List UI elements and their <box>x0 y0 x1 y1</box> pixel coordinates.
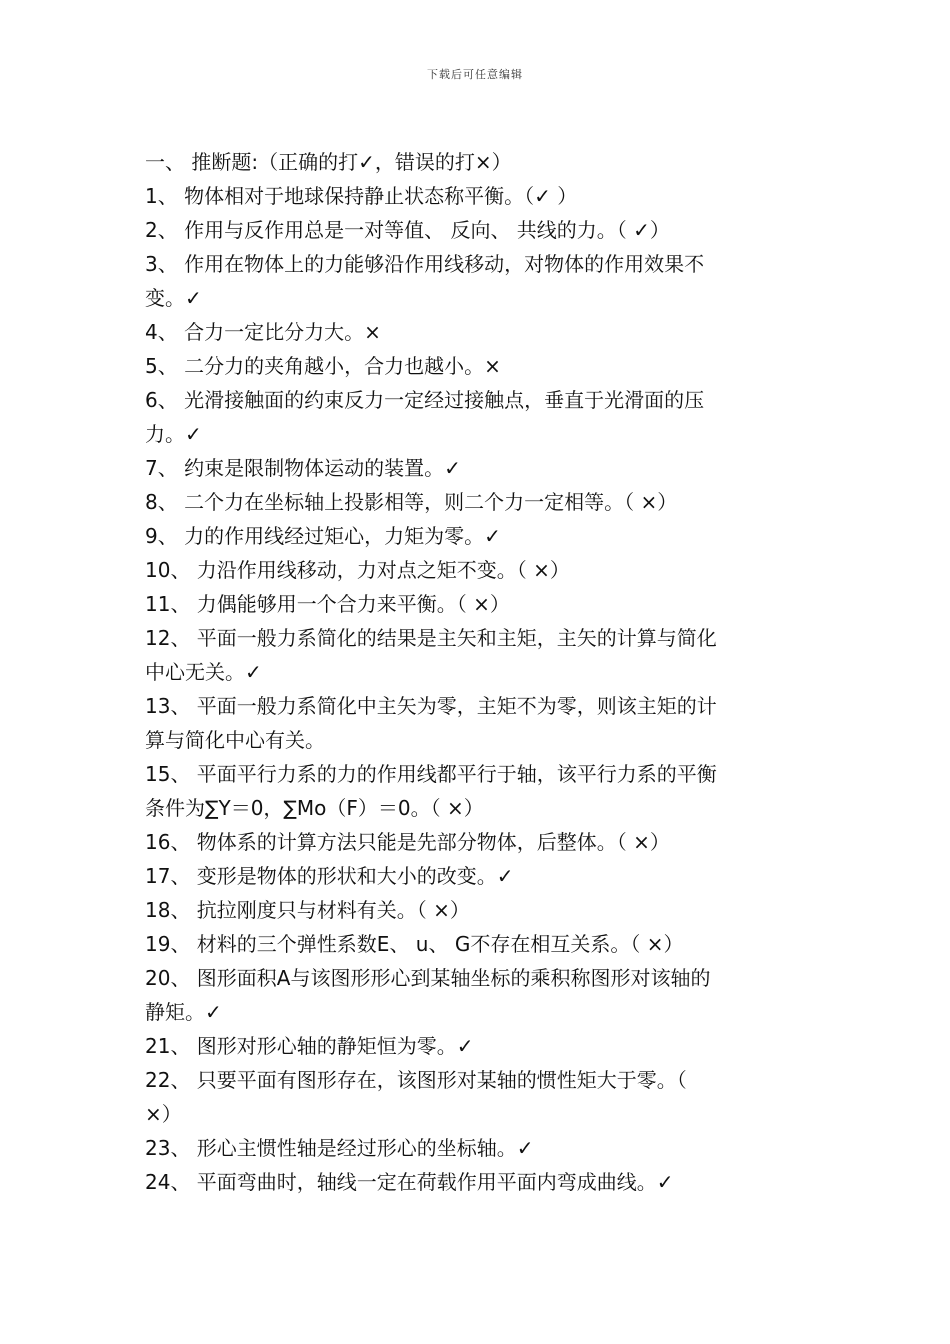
question-6: 6、 光滑接触面的约束反力一定经过接触点，垂直于光滑面的压 <box>145 388 705 412</box>
question-2: 2、 作用与反作用总是一对等值、 反向、 共线的力。（ ✓） <box>145 218 670 242</box>
question-20-continued: 静矩。✓ <box>145 1000 222 1024</box>
question-15-continued: 条件为∑Y＝0，∑Mo（F）＝0。（ ×） <box>145 796 484 820</box>
question-17: 17、 变形是物体的形状和大小的改变。✓ <box>145 864 514 888</box>
document-body <box>145 145 810 1199</box>
question-22-continued: ×） <box>145 1102 182 1126</box>
question-12: 12、 平面一般力系简化的结果是主矢和主矩，主矢的计算与简化 <box>145 626 717 650</box>
question-5: 5、 二分力的夹角越小，合力也越小。× <box>145 354 501 378</box>
question-11: 11、 力偶能够用一个合力来平衡。（ ×） <box>145 592 510 616</box>
question-20: 20、 图形面积A与该图形形心到某轴坐标的乘积称图形对该轴的 <box>145 966 711 990</box>
question-13-continued: 算与简化中心有关。 <box>145 728 325 752</box>
question-8: 8、 二个力在坐标轴上投影相等，则二个力一定相等。（ ×） <box>145 490 678 514</box>
question-3: 3、 作用在物体上的力能够沿作用线移动，对物体的作用效果不 <box>145 252 705 276</box>
question-12-continued: 中心无关。✓ <box>145 660 262 684</box>
question-24: 24、 平面弯曲时，轴线一定在荷载作用平面内弯成曲线。✓ <box>145 1170 674 1194</box>
page-header: 下载后可任意编辑 <box>427 68 523 81</box>
question-15: 15、 平面平行力系的力的作用线都平行于轴，该平行力系的平衡 <box>145 762 717 786</box>
question-21: 21、 图形对形心轴的静矩恒为零。✓ <box>145 1034 474 1058</box>
section-heading: 一、 推断题:（正确的打✓，错误的打×） <box>145 150 512 174</box>
question-3-continued: 变。✓ <box>145 286 202 310</box>
question-10: 10、 力沿作用线移动，力对点之矩不变。（ ×） <box>145 558 570 582</box>
question-7: 7、 约束是限制物体运动的装置。✓ <box>145 456 461 480</box>
question-13: 13、 平面一般力系简化中主矢为零，主矩不为零，则该主矩的计 <box>145 694 717 718</box>
question-16: 16、 物体系的计算方法只能是先部分物体，后整体。（ ×） <box>145 830 670 854</box>
question-22: 22、 只要平面有图形存在，该图形对某轴的惯性矩大于零。（ <box>145 1068 687 1092</box>
question-19: 19、 材料的三个弹性系数E、 u、 G不存在相互关系。（ ×） <box>145 932 684 956</box>
question-23: 23、 形心主惯性轴是经过形心的坐标轴。✓ <box>145 1136 534 1160</box>
question-4: 4、 合力一定比分力大。× <box>145 320 381 344</box>
question-18: 18、 抗拉刚度只与材料有关。（ ×） <box>145 898 470 922</box>
question-1: 1、 物体相对于地球保持静止状态称平衡。（✓ ） <box>145 184 578 208</box>
question-6-continued: 力。✓ <box>145 422 202 446</box>
question-9: 9、 力的作用线经过矩心，力矩为零。✓ <box>145 524 501 548</box>
